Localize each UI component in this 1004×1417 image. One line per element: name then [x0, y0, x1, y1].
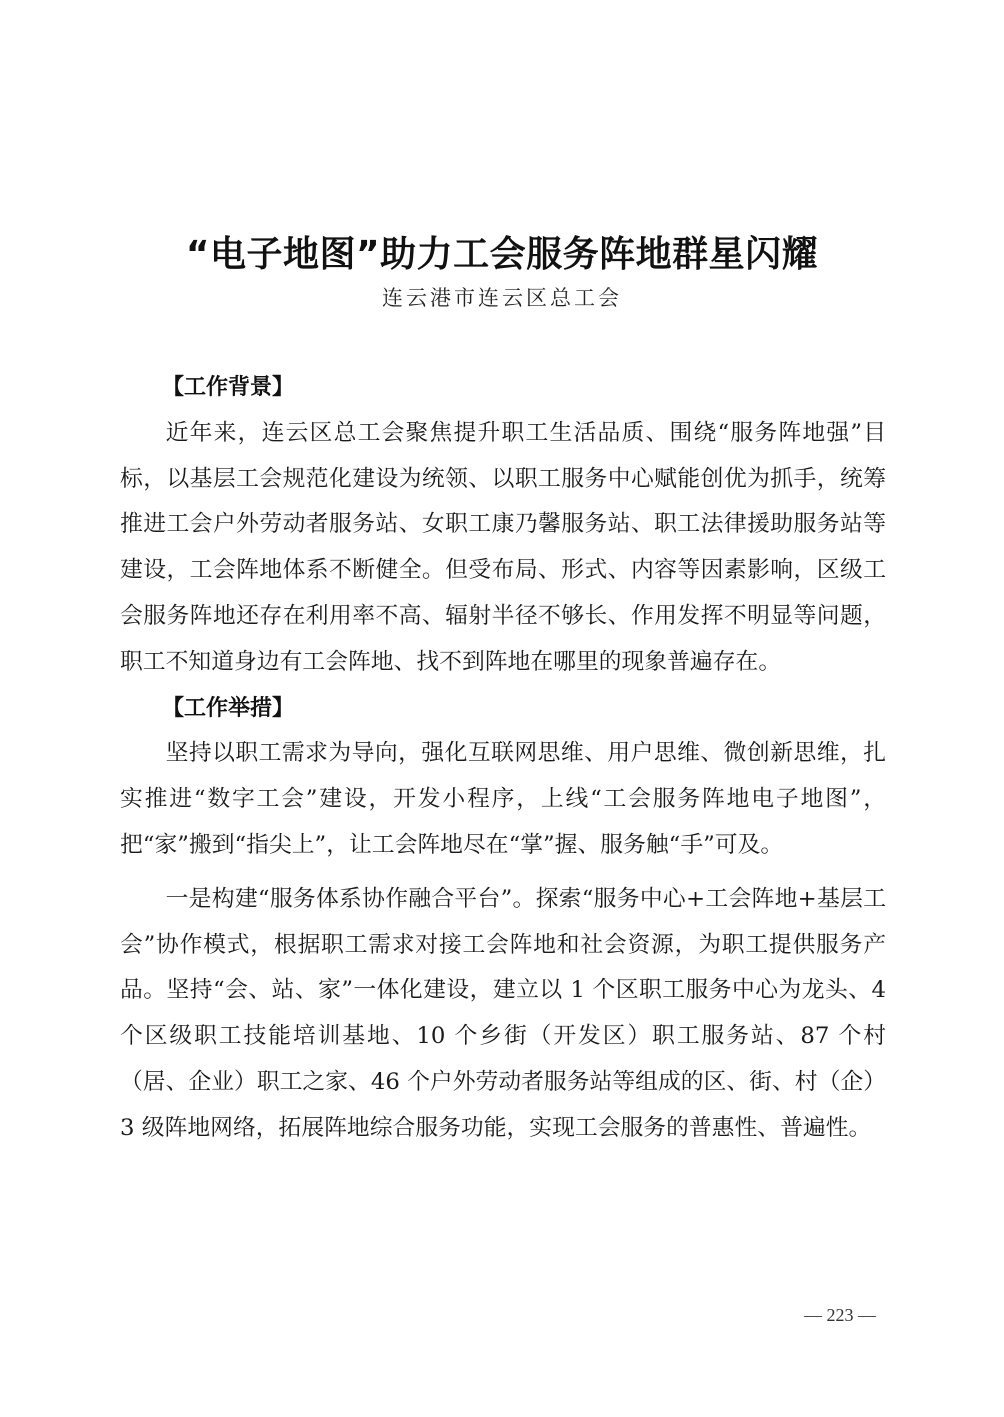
author-line: 连云港市连云区总工会	[382, 286, 622, 310]
section-heading-measures: 【工作举措】	[162, 695, 295, 721]
paragraph-spacer	[120, 869, 886, 877]
section-heading-background: 【工作背景】	[162, 375, 295, 400]
paragraph-measures-intro: 坚持以职工需求为导向，强化互联网思维、用户思维、微创新思维，扎实推进“数字工会”建设，开发小程序，上线“工会服务阵地电子地图”，把“家”搬到“指尖上”，让工会阵地尽在“掌”握、服务触“手”可及。	[120, 740, 886, 858]
paragraph-background: 近年来，连云区总工会聚焦提升职工生活品质、围绕“服务阵地强”目标，以基层工会规范化建设为统领、以职工服务中心赋能创优为抓手，统筹推进工会户外劳动者服务站、女职工康乃馨服务站、职工法律援助服务站等建设，工会阵地体系不断健全。但受布局、形式、内容等因素影响，区级工会服务阵地还存在利用率不高、辐射半径不够长、作用发挥不明显等问题，职工不知道身边有工会阵地、找不到阵地在哪里的现象普遍存在。	[120, 419, 886, 675]
document-body	[120, 365, 886, 1152]
paragraph-measures-first: 一是构建“服务体系协作融合平台”。探索“服务中心+工会阵地+基层工会”协作模式，根据职工需求对接工会阵地和社会资源，为职工提供服务产品。坚持“会、站、家”一体化建设，建立以 1 个区职工服务中心为龙头、4 个区级职工技能培训基地、10 个乡街（开发区）职工服务站、87 个村（居、企业）职工之家、46 个户外劳动者服务站等组成的区、街、村（企）3 级阵地网络，拓展阵地综合服务功能，实现工会服务的普惠性、普遍性。	[120, 885, 886, 1141]
page-number: — 223 —	[804, 1305, 876, 1325]
page-title: “电子地图”助力工会服务阵地群星闪耀	[185, 234, 819, 276]
